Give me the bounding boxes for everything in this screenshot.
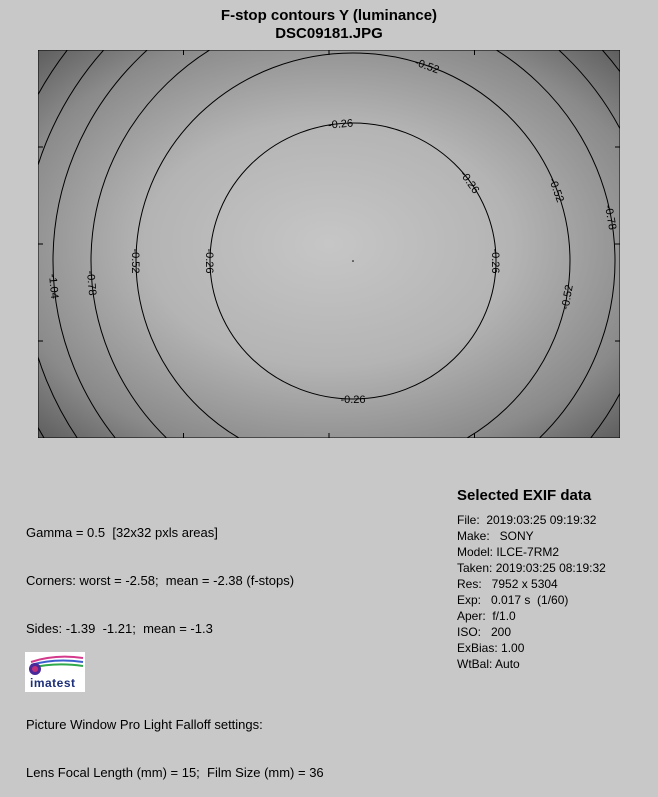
stats-block xyxy=(26,493,324,797)
exif-row: File: 2019:03:25 09:19:32 xyxy=(457,513,597,527)
contour-label: -0.52 xyxy=(546,176,566,205)
chart-subtitle: DSC09181.JPG xyxy=(275,25,383,42)
plot-background xyxy=(38,50,620,438)
exif-row: Aper: f/1.0 xyxy=(457,609,516,623)
contour-label: -0.26 xyxy=(327,117,354,132)
stats-line: Gamma = 0.5 [32x32 pxls areas] xyxy=(26,525,218,540)
exif-row: Make: SONY xyxy=(457,529,534,543)
contour-label: -0.52 xyxy=(129,248,141,274)
contour-label: -0.26 xyxy=(489,248,501,274)
chart-title: F-stop contours Y (luminance) xyxy=(220,7,438,24)
exif-row: ISO: 200 xyxy=(457,625,512,639)
contour-label: -0.52 xyxy=(559,283,576,311)
contour-label: -0.26 xyxy=(457,168,482,197)
exif-row: Model: ILCE-7RM2 xyxy=(457,545,560,559)
contour-label: -0.78 xyxy=(601,204,619,231)
contour-label: -0.52 xyxy=(413,56,441,77)
exif-row: Res: 7952 x 5304 xyxy=(457,577,558,591)
stats-line: Picture Window Pro Light Falloff settings: xyxy=(26,717,263,732)
stats-line: Corners: worst = -2.58; mean = -2.38 (f-stops) xyxy=(26,573,295,588)
stats-line: Sides: -1.39 -1.21; mean = -1.3 xyxy=(26,621,213,636)
logo-text: imatest xyxy=(30,676,76,690)
exif-row: Exp: 0.017 s (1/60) xyxy=(457,593,569,607)
center-mark xyxy=(352,260,354,262)
exif-row: ExBias: 1.00 xyxy=(457,641,525,655)
exif-list xyxy=(457,512,606,672)
exif-title: Selected EXIF data xyxy=(457,487,592,504)
stats-line: Lens Focal Length (mm) = 15; Film Size (mm) = 36 xyxy=(26,765,324,780)
contour-label: -1.04 xyxy=(46,273,61,300)
contour-label: -0.26 xyxy=(203,248,215,274)
contour-plot xyxy=(38,50,620,438)
contour-label: -0.78 xyxy=(83,270,99,297)
exif-row: WtBal: Auto xyxy=(457,657,520,671)
contour-label: -0.26 xyxy=(340,394,366,406)
exif-row: Taken: 2019:03:25 08:19:32 xyxy=(457,561,606,575)
